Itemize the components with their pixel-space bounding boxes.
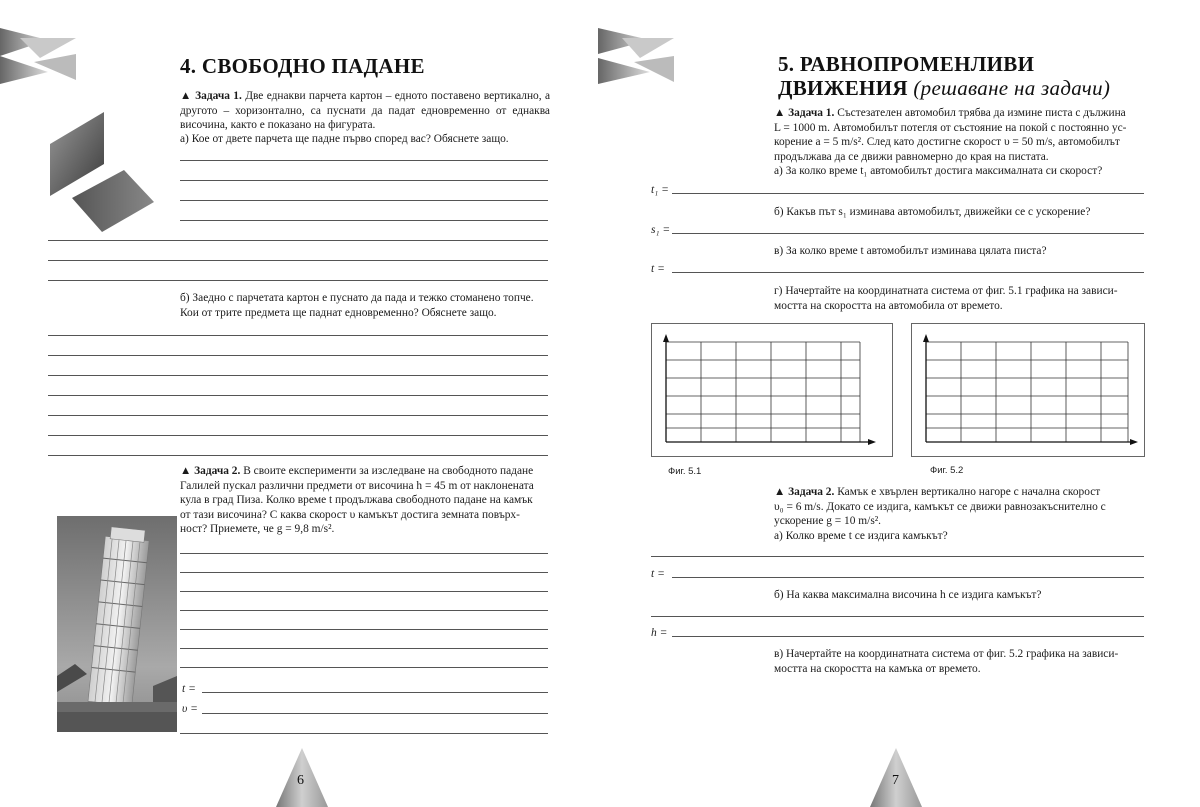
answer-label-s1: s₁ =: [651, 224, 671, 236]
cardboard-pieces-illustration: [46, 112, 158, 234]
answer-line[interactable]: [180, 220, 548, 221]
figure-5-2-coordinate-grid[interactable]: [911, 323, 1145, 457]
answer-label-t: t =: [182, 683, 196, 695]
answer-line[interactable]: [48, 415, 548, 416]
answer-line[interactable]: [180, 200, 548, 201]
figure-5-1-coordinate-grid[interactable]: [651, 323, 893, 457]
y-axis-arrow: [663, 334, 669, 342]
answer-line[interactable]: [180, 180, 548, 181]
task1-statement: ▲ Задача 1. Състезателен автомобил трябва да измине писта с дължина L = 1000 m. Автомобилът потегля от състояние на покой с постоянно ус- корение a = 5 m/s². След като достигне скорост υ = 50 m/s, автомобилът продължава да се движи равномерно до края на пистата. а) За колко време t₁ автомобилът достига максималната си скорост?: [774, 107, 1127, 177]
answer-line[interactable]: [180, 629, 548, 630]
answer-label-v: υ =: [182, 703, 198, 715]
answer-label-t1: t₁ =: [651, 184, 669, 196]
task1-question-b: б) Какъв път s₁ изминава автомобилът, движейки се с ускорение?: [774, 206, 1091, 218]
answer-line[interactable]: [48, 435, 548, 436]
page-title: 5. РАВНОПРОМЕНЛИВИ ДВИЖЕНИЯ (решаване на задачи): [778, 52, 1111, 100]
answer-line[interactable]: [180, 572, 548, 573]
answer-line[interactable]: [48, 455, 548, 456]
answer-label-t: t =: [651, 263, 665, 275]
answer-line[interactable]: [651, 556, 1144, 557]
answer-line[interactable]: [48, 260, 548, 261]
answer-line-t[interactable]: [672, 577, 1144, 578]
answer-line[interactable]: [48, 280, 548, 281]
answer-line[interactable]: [48, 335, 548, 336]
y-axis-arrow: [923, 334, 929, 342]
task1-question-d: г) Начертайте на координатната система от фиг. 5.1 графика на зависи- мостта на скоростта на автомобила от времето.: [774, 285, 1118, 312]
answer-line[interactable]: [48, 375, 548, 376]
leaning-tower-photo: [57, 516, 177, 732]
figure-5-2-caption: Фиг. 5.2: [930, 465, 964, 476]
answer-line[interactable]: [180, 667, 548, 668]
task2-question-c: в) Начертайте на координатната система от фиг. 5.2 графика на зависи- мостта на скоростта на камъка от времето.: [774, 648, 1119, 675]
answer-line[interactable]: [180, 591, 548, 592]
x-axis-arrow: [1130, 439, 1138, 445]
page-title: 4. СВОБОДНО ПАДАНЕ: [180, 54, 425, 78]
grid-svg: [912, 324, 1144, 456]
decorative-chevrons: [0, 28, 80, 84]
answer-line-h[interactable]: [672, 636, 1144, 637]
grid-svg: [652, 324, 892, 456]
task2-statement: ▲ Задача 2. В своите експерименти за изследване на свободното падане Галилей пускал различни предмети от височина h = 45 m от наклонената кула в град Пиза. Колко време t продължава свободното падане на камък от тази височина? С каква скорост υ камъкът достига земната повърх- ност? Приемете, че g = 9,8 m/s².: [180, 465, 534, 535]
answer-label-t: t =: [651, 568, 665, 580]
answer-line[interactable]: [48, 395, 548, 396]
answer-line[interactable]: [180, 160, 548, 161]
answer-line[interactable]: [48, 240, 548, 241]
task2-statement: ▲ Задача 2. Камък е хвърлен вертикално нагоре с начална скорост υ₀ = 6 m/s. Докато се издига, камъкът се движи равнозакъснително с ускорение g = 10 m/s². а) Колко време t се издига камъкът?: [774, 486, 1106, 542]
page-number: 7: [892, 773, 899, 788]
figure-5-1-caption: Фиг. 5.1: [668, 466, 702, 477]
answer-line[interactable]: [180, 733, 548, 734]
answer-line[interactable]: [180, 610, 548, 611]
task1-question-a: а) Кое от двете парчета ще падне първо според вас? Обяснете защо.: [180, 133, 509, 145]
answer-line[interactable]: [48, 355, 548, 356]
answer-line-t[interactable]: [202, 692, 548, 693]
task1-statement: ▲ Задача 1. Две еднакви парчета картон – едното поставено вертикално, а другото – хоризонтално, са пуснати да падат едновременно от еднаква височина, както е показано на фигурата.: [180, 90, 551, 131]
page-number: 6: [297, 773, 304, 788]
x-axis-arrow: [868, 439, 876, 445]
task1-question-c: в) За колко време t автомобилът изминава цялата писта?: [774, 245, 1047, 257]
task2-question-b: б) На каква максимална височина h се издига камъкът?: [774, 589, 1042, 601]
answer-line[interactable]: [651, 616, 1144, 617]
answer-line-s1[interactable]: [672, 233, 1144, 234]
answer-line-v[interactable]: [202, 713, 548, 714]
answer-line-t[interactable]: [672, 272, 1144, 273]
answer-label-h: h =: [651, 627, 668, 639]
answer-line-t1[interactable]: [672, 193, 1144, 194]
answer-line[interactable]: [180, 553, 548, 554]
decorative-chevrons: [598, 28, 678, 84]
answer-line[interactable]: [180, 648, 548, 649]
task1-question-b: б) Заедно с парчетата картон е пуснато да пада и тежко стоманено топче. Кои от трите предмета ще паднат едновременно? Обяснете защо.: [180, 292, 534, 319]
